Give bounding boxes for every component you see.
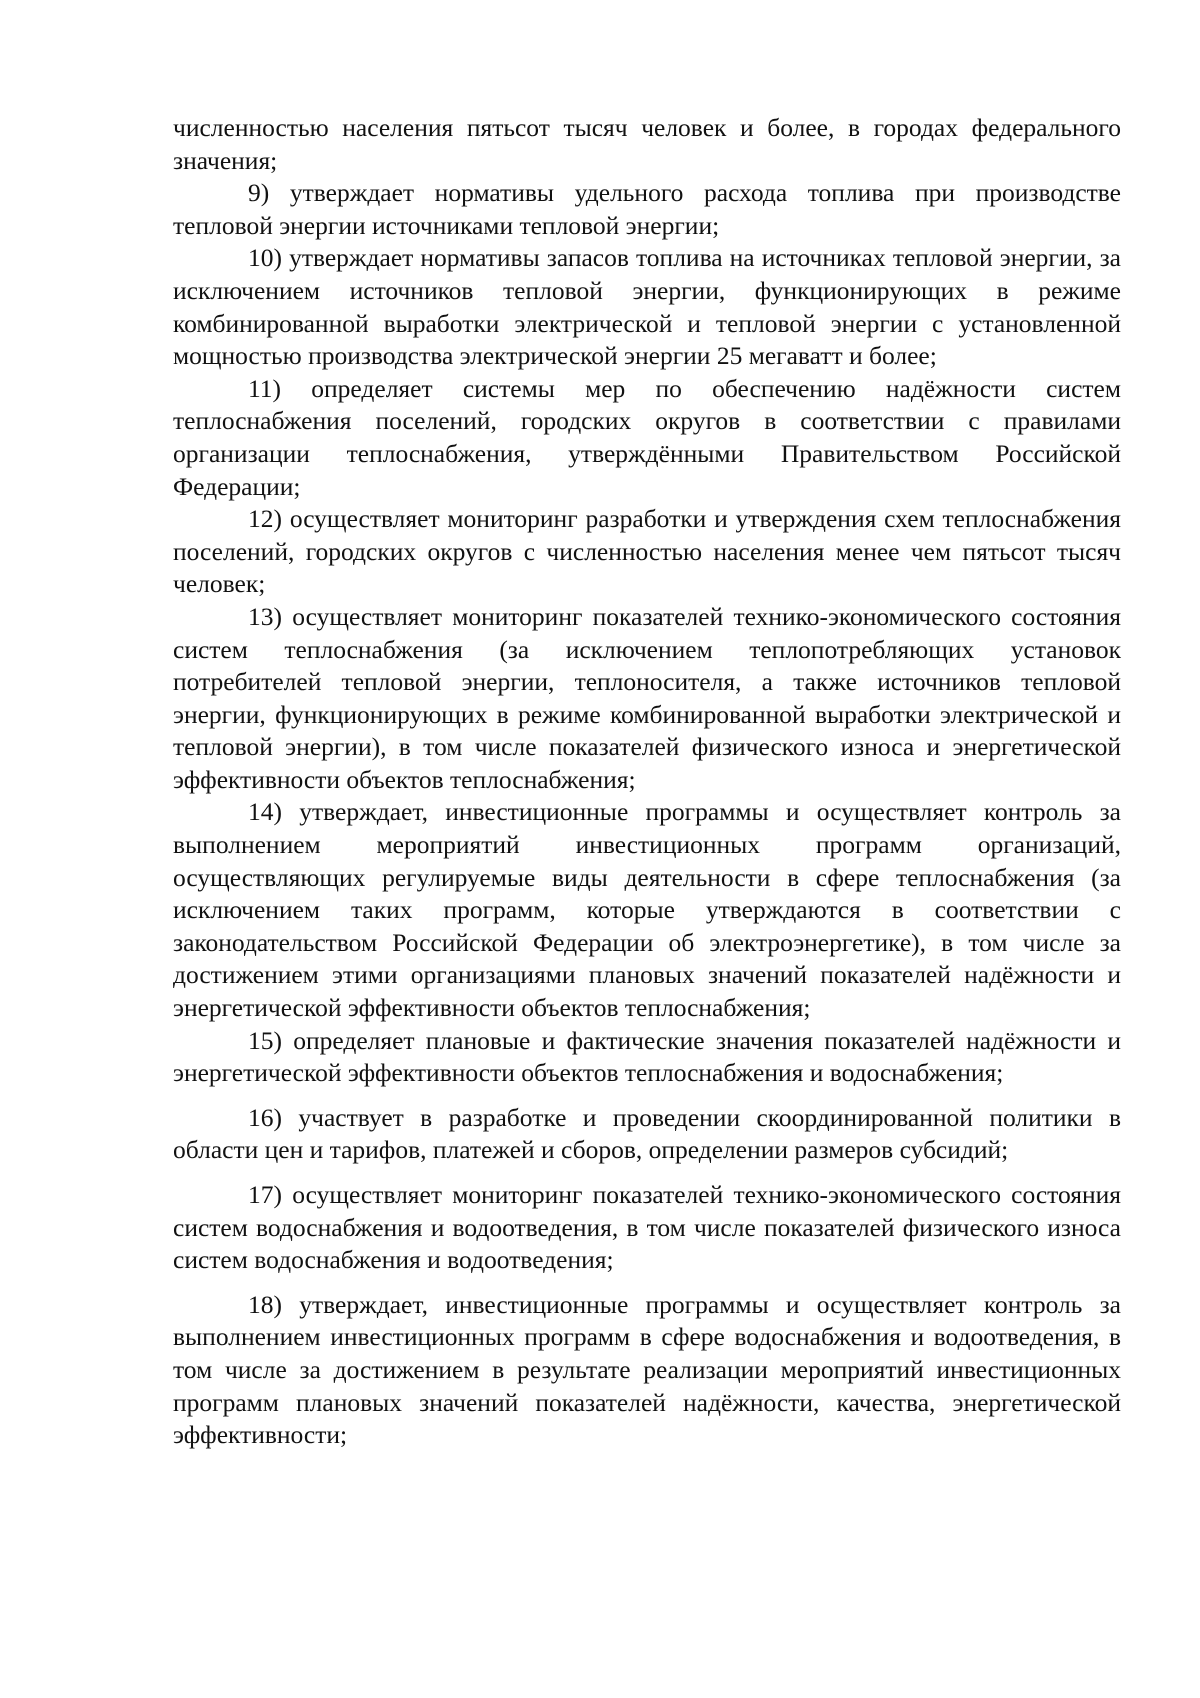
paragraph-item-17: 17) осуществляет мониторинг показателей технико-экономического состояния систем водоснабжения и водоотведения, в том числе показателей физического износа систем водоснабжения и водоотведения; xyxy=(173,1180,1121,1275)
paragraph-item-10: 10) утверждает нормативы запасов топлива на источниках тепловой энергии, за исключением источников тепловой энергии, функционирующих в режиме комбинированной выработки электрической и тепловой энергии с установленной мощностью производства электрической энергии 25 мегаватт и более; xyxy=(173,243,1121,371)
paragraph-item-12: 12) осуществляет мониторинг разработки и утверждения схем теплоснабжения поселений, городских округов с численностью населения менее чем пятьсот тысяч человек; xyxy=(173,504,1121,599)
paragraph-item-9: 9) утверждает нормативы удельного расхода топлива при производстве тепловой энергии источниками тепловой энергии; xyxy=(173,178,1121,240)
document-page xyxy=(173,112,1121,1452)
paragraph-item-14: 14) утверждает, инвестиционные программы и осуществляет контроль за выполнением мероприятий инвестиционных программ организаций, осуществляющих регулируемые виды деятельности в сфере теплоснабжения (за исключением таких программ, которые утверждаются в соответствии с законодательством Российской Федерации об электроэнергетике), в том числе за достижением этими организациями плановых значений показателей надёжности и энергетической эффективности объектов теплоснабжения; xyxy=(173,797,1121,1023)
paragraph-item-15: 15) определяет плановые и фактические значения показателей надёжности и энергетической эффективности объектов теплоснабжения и водоснабжения; xyxy=(173,1025,1121,1088)
paragraph-item-18: 18) утверждает, инвестиционные программы и осуществляет контроль за выполнением инвестиционных программ в сфере водоснабжения и водоотведения, в том числе за достижением в результате реализации мероприятий инвестиционных программ плановых значений показателей надёжности, качества, энергетической эффективности; xyxy=(173,1289,1121,1450)
paragraph-continuation: численностью населения пятьсот тысяч человек и более, в городах федерального значения; xyxy=(173,113,1121,175)
paragraph-item-13: 13) осуществляет мониторинг показателей технико-экономического состояния систем теплоснабжения (за исключением теплопотребляющих установок потребителей тепловой энергии, теплоносителя, а также источников тепловой энергии, функционирующих в режиме комбинированной выработки электрической и тепловой энергии), в том числе показателей физического износа и энергетической эффективности объектов теплоснабжения; xyxy=(173,601,1121,794)
paragraph-item-16: 16) участвует в разработке и проведении скоординированной политики в области цен и тарифов, платежей и сборов, определении размеров субсидий; xyxy=(173,1102,1121,1165)
paragraph-item-11: 11) определяет системы мер по обеспечению надёжности систем теплоснабжения поселений, городских округов в соответствии с правилами организации теплоснабжения, утверждёнными Правительством Российской Федерации; xyxy=(173,373,1121,501)
